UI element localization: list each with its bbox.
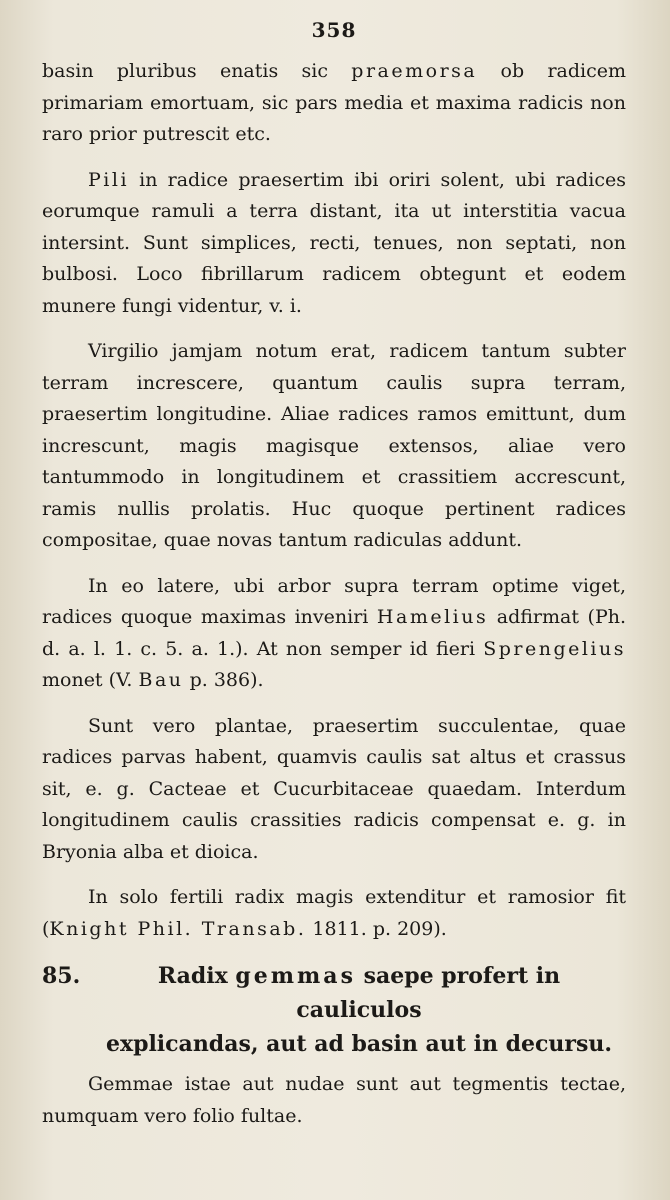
text-run: 1811. p. 209). — [306, 917, 447, 940]
paragraph-gemmae: Gemmae istae aut nudae sunt aut tegmentis tectae, numquam vero folio fultae. — [42, 1073, 626, 1127]
text-run: saepe profert in cauliculos — [296, 963, 561, 1023]
text-run: In solo fertili radix magis extenditur et ramosior fit ( — [42, 886, 626, 940]
text-run: ob radicem primariam emortuam, sic pars media et maxima radicis non raro prior putrescit etc. — [42, 60, 626, 145]
citation-term: Bau — [138, 669, 184, 691]
section-heading — [42, 959, 626, 1061]
page-number: 358 — [311, 18, 357, 42]
section-title — [92, 959, 626, 1061]
text-run: adfirmat (Ph. d. a. l. 1. c. 5. a. 1.). At non semper id fieri — [42, 606, 627, 660]
text-run: Radix — [157, 963, 236, 989]
text-run: In eo latere, ubi arbor supra terram optime viget, radices quoque maximas inveniri — [42, 574, 626, 628]
paragraph-pili — [42, 165, 626, 323]
paragraph-continuation — [42, 56, 626, 151]
emphasized-term: gemmas — [235, 963, 356, 989]
author-name: Sprengelius — [483, 637, 626, 660]
text-run: in radice praesertim ibi oriri solent, ubi radices eorumque ramuli a terra distant, ita ut interstitia vacua intersint. Sunt simplices, recti, tenues, non septati, non bulbosi. Loco fibrillarum radicem obtegunt et eodem munere fungi videntur, v. i. — [42, 168, 626, 317]
text-run: monet (V. — [42, 669, 139, 691]
paragraph-hamelius — [42, 571, 626, 697]
section-number: 85. — [42, 963, 81, 989]
text-run: p. 386). — [183, 669, 264, 691]
paragraph-solo-fertili — [42, 882, 626, 945]
author-name: Hamelius — [376, 606, 489, 628]
section-title-line-2: explicandas, aut ad basin aut in decursu. — [105, 1031, 613, 1057]
citation-term: Knight Phil. Transab. — [49, 917, 307, 940]
emphasized-term: praemorsa — [351, 60, 478, 82]
paragraph-succulentae: Sunt vero plantae, praesertim succulentae, quae radices parvas habent, quamvis caulis sat altus et crassus sit, e. g. Cacteae et Cucurbitaceae quaedam. Interdum longitudinem caulis crassities radicis compensat e. g. in Bryonia alba et dioica. — [42, 714, 626, 863]
section-title-line-1 — [92, 959, 626, 1027]
emphasized-term: Pili — [88, 168, 130, 191]
paragraph-virgilio: Virgilio jamjam notum erat, radicem tantum subter terram increscere, quantum caulis supra terram, praesertim longitudine. Aliae radices ramos emittunt, dum increscunt, magis magisque extensos, aliae vero tantummodo in longitudinem et crassitiem accrescunt, ramis nullis prolatis. Huc quoque pertinent radices compositae, quae novas tantum radiculas addunt. — [42, 340, 626, 551]
text-run: basin pluribus enatis sic — [42, 60, 352, 82]
